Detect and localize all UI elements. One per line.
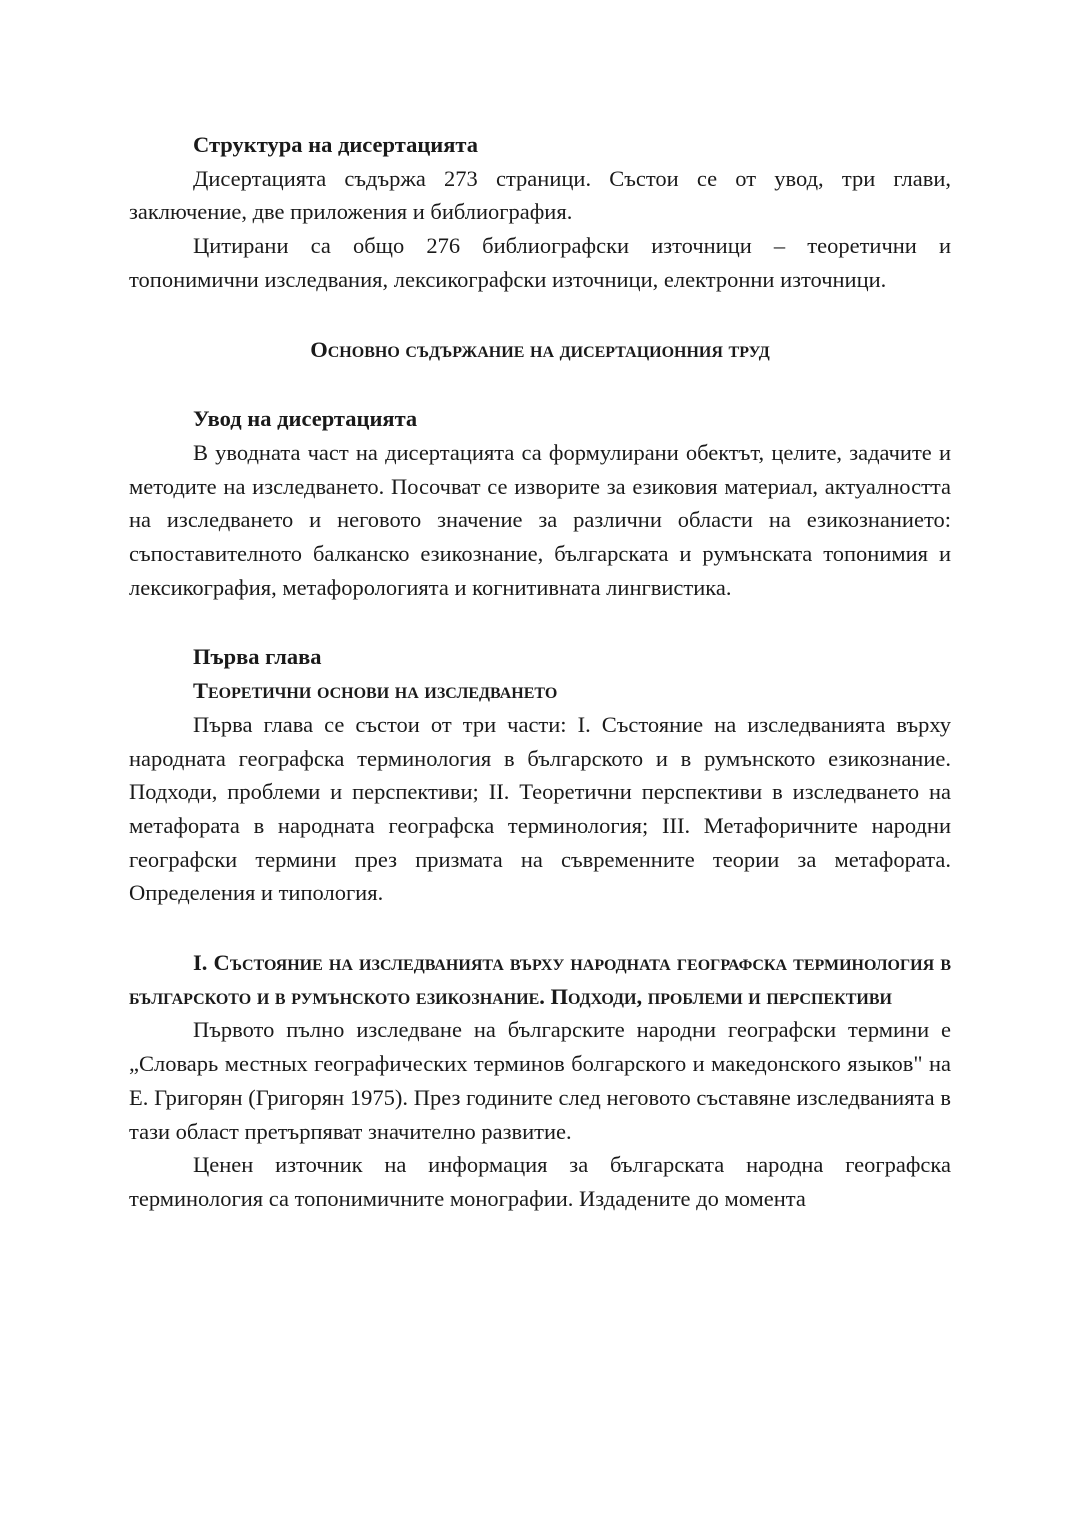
section1-paragraph-1: Първото пълно изследване на българските народни географски термини е „Словарь местных географических терминов болгарского и македонского языков" на Е. Григорян (Григорян 1975). През годините след неговото съставяне изследванията в тази област претърпяват значително развитие. [129,1017,951,1144]
section1-paragraph-2: Ценен източник на информация за българската народна географска терминология са топонимичните монографии. Издадените до момента [129,1152,951,1211]
section1-title: I. Състояние на изследванията върху народната географска терминология в българското и в румънското езикознание. Подходи, проблеми и перспективи [129,950,951,1009]
spacer [129,366,951,402]
main-content-heading: Основно съдържание на дисертационния труд [310,336,770,362]
intro-paragraph-1: В уводната част на дисертацията са формулирани обектът, целите, задачите и методите на изследването. Посочват се изворите за езиковия материал, актуалността на изследването и неговото значение за различни области на езикознанието: съпоставителното балканско езикознание, българската и румънската топонимия и лексикография, метафорологията и когнитивната лингвистика. [129,439,951,600]
chapter1-title: Теоретични основи на изследването [193,678,558,704]
chapter1-label: Първа глава [193,644,322,670]
structure-paragraph-1: Дисертацията съдържа 273 страници. Състои се от увод, три глави, заключение, две приложения и библиография. [129,165,951,225]
intro-heading: Увод на дисертацията [193,406,418,432]
structure-paragraph-2: Цитирани са общо 276 библиографски източници – теоретични и топонимични изследвания, лексикографски източници, електронни източници. [129,233,951,292]
spacer [129,604,951,640]
structure-heading: Структура на дисертацията [193,132,479,157]
document-page [129,128,951,1216]
chapter1-paragraph-1: Първа глава се състои от три части: I. Състояние на изследванията върху народната географска терминология в българското и в румънското езикознание. Подходи, проблеми и перспективи; II. Теоретични перспективи в изследването на метафората в народната географска терминология; III. Метафоричните народни географски термини през призмата на съвременните теории за метафората. Определения и типология. [129,711,951,906]
spacer [129,910,951,946]
spacer [129,297,951,333]
